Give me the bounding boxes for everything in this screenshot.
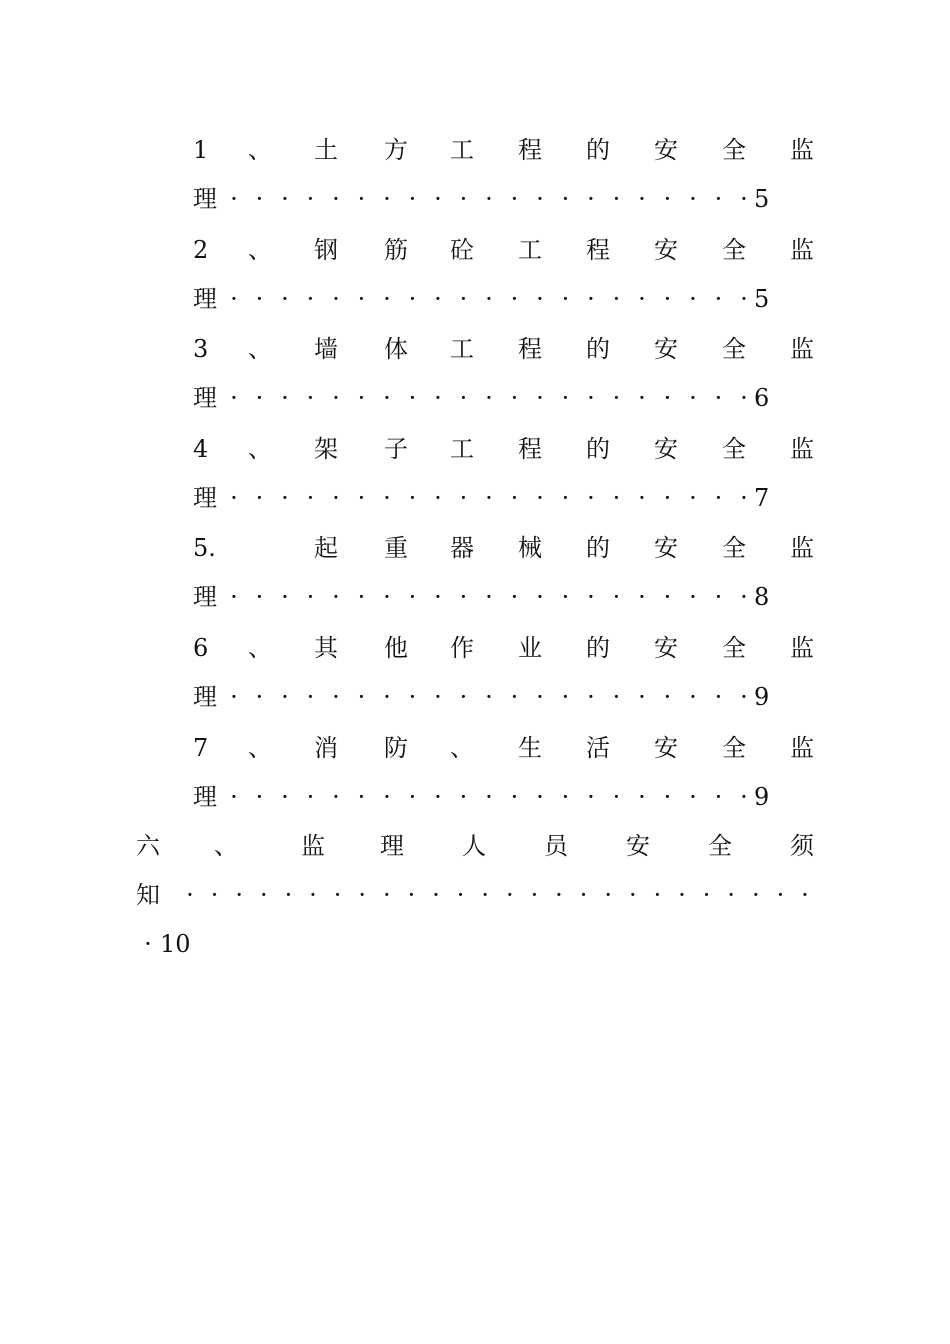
leader-dot: · <box>740 185 748 213</box>
leader-dot: · <box>612 583 621 612</box>
leader-dot: · <box>663 483 672 512</box>
entry-title-char: 监 <box>790 335 814 364</box>
leader-dot: · <box>740 683 748 711</box>
entry-title-char: 作 <box>450 634 474 662</box>
leader-dot: · <box>510 583 519 612</box>
leader-dot: · <box>510 782 519 811</box>
entry-title-tail: 理 <box>193 384 217 413</box>
entry-number: 7 <box>193 733 209 762</box>
entry-title-char: 工 <box>518 235 542 264</box>
leader-dot: · <box>628 881 637 909</box>
entry-title-char: 须 <box>790 832 814 860</box>
leader-dot: · <box>383 483 391 512</box>
entry-title-char: 砼 <box>450 235 474 264</box>
entry-number: 六 <box>136 832 160 860</box>
entry-title-char: 程 <box>586 235 610 264</box>
leader-dot: · <box>186 881 194 909</box>
leader-dot: · <box>638 483 646 512</box>
leader-dot: · <box>281 782 289 811</box>
leader-dot: · <box>740 384 748 413</box>
leader-dot: · <box>561 483 570 512</box>
leader-dot: · <box>612 683 621 711</box>
entry-title-char: 活 <box>586 733 610 762</box>
leader-dot: · <box>332 384 340 413</box>
leader-dot: · <box>408 782 417 811</box>
leader-dot: · <box>306 185 315 213</box>
entry-title-char: 的 <box>586 534 610 563</box>
leader-dot: · <box>587 384 595 413</box>
leader-dot: · <box>230 583 238 612</box>
leader-dot: · <box>235 881 244 909</box>
leader-dot: · <box>306 782 315 811</box>
leader-dot: · <box>561 384 570 413</box>
leader-dot: · <box>408 384 417 413</box>
leader-dot: · <box>357 483 366 512</box>
leader-dot: · <box>434 683 442 711</box>
leader-dot: · <box>740 583 748 612</box>
entry-separator: 、 <box>248 434 272 463</box>
leader-dot: · <box>510 284 519 313</box>
leader-dot: · <box>510 185 519 213</box>
leader-dot: · <box>714 483 723 512</box>
leader-dot: · <box>357 583 366 612</box>
toc-entry-6-line1 <box>0 628 950 668</box>
leader-dot: · <box>485 683 493 711</box>
leader-dot: · <box>383 683 391 711</box>
leader-dot: · <box>714 583 723 612</box>
entry-page-number: 6 <box>754 384 770 413</box>
entry-title-char: 土 <box>314 136 338 164</box>
entry-title-char: 筋 <box>384 235 408 264</box>
toc-entry-2-line2 <box>0 279 950 319</box>
toc-main-entry-line1 <box>0 826 950 866</box>
entry-separator: 、 <box>214 832 238 860</box>
leader-dot: · <box>332 185 340 213</box>
leader-dot: · <box>740 483 748 512</box>
leader-dot: · <box>485 583 493 612</box>
entry-title-char: 的 <box>586 136 610 164</box>
entry-title-tail: 理 <box>193 782 217 811</box>
leader-dot: · <box>663 284 672 313</box>
entry-title-char: 全 <box>722 335 746 364</box>
entry-separator: 、 <box>248 136 272 164</box>
leader-dot: · <box>638 683 646 711</box>
leader-dot: · <box>714 683 723 711</box>
entry-title-char: 安 <box>654 335 678 364</box>
leader-dot: · <box>561 185 570 213</box>
leader-dot: · <box>663 683 672 711</box>
toc-main-entry-line3 <box>0 924 950 964</box>
entry-number: 1 <box>193 136 209 164</box>
leader-dot: · <box>255 683 264 711</box>
entry-page-number: 5 <box>754 284 770 313</box>
leader-dot: · <box>332 683 340 711</box>
entry-title-char: 监 <box>790 634 814 662</box>
leader-dot: · <box>382 881 391 909</box>
entry-title-char: 监 <box>301 832 325 860</box>
entry-title-char: 体 <box>384 335 408 364</box>
leader-dot: · <box>434 483 442 512</box>
leader-dot: · <box>714 782 723 811</box>
leader-dot: · <box>432 881 440 909</box>
entry-title-char: 钢 <box>314 235 338 264</box>
entry-title-char: 器 <box>450 534 474 563</box>
entry-title-char: 防 <box>384 733 408 762</box>
entry-title-char: 理 <box>380 832 404 860</box>
leader-dot: · <box>259 881 268 909</box>
leader-dot: · <box>510 683 519 711</box>
leader-dot: · <box>801 881 809 909</box>
leader-dot: · <box>230 185 238 213</box>
leader-dot: · <box>638 782 646 811</box>
leader-dot: · <box>281 384 289 413</box>
entry-title-char: 全 <box>708 832 732 860</box>
leader-dot: · <box>689 483 697 512</box>
leader-dot: · <box>561 284 570 313</box>
entry-separator: 、 <box>248 733 272 762</box>
leader-dot: · <box>383 782 391 811</box>
entry-title-char: 业 <box>518 634 542 662</box>
leader-dot: · <box>530 881 539 909</box>
leader-dot: · <box>678 881 686 909</box>
leader-dot: · <box>689 683 697 711</box>
entry-page-number: 9 <box>754 782 770 811</box>
leader-dot: · <box>281 583 289 612</box>
leader-dot: · <box>230 683 238 711</box>
leader-dot: · <box>281 483 289 512</box>
leader-dot: · <box>561 583 570 612</box>
entry-title-tail: 理 <box>193 185 217 213</box>
leader-dot: · <box>536 483 544 512</box>
entry-title-char: 全 <box>722 733 746 762</box>
entry-page-number: 9 <box>754 683 770 711</box>
entry-title-char: 监 <box>790 136 814 164</box>
entry-title-char: 全 <box>722 534 746 563</box>
leader-dot: · <box>481 881 490 909</box>
entry-title-char: 生 <box>518 733 542 762</box>
entry-title-char: 全 <box>722 434 746 463</box>
leader-dot: · <box>485 185 493 213</box>
entry-title-char: 程 <box>518 434 542 463</box>
entry-separator: 、 <box>248 235 272 264</box>
entry-title-tail: 理 <box>193 583 217 612</box>
toc-entry-4-line1 <box>0 429 950 469</box>
toc-entry-3-line1 <box>0 329 950 369</box>
leader-dot: · <box>383 384 391 413</box>
entry-title-char: 工 <box>450 434 474 463</box>
entry-title-char: 全 <box>722 634 746 662</box>
leader-dot: · <box>407 881 416 909</box>
leader-dot: · <box>357 284 366 313</box>
entry-title-char: 的 <box>586 634 610 662</box>
leader-dot: · <box>309 881 317 909</box>
leader-dot: · <box>255 284 264 313</box>
leader-dot: · <box>230 782 238 811</box>
leader-dot: · <box>408 683 417 711</box>
leader-dot: · <box>230 284 238 313</box>
leader-dot: · <box>587 185 595 213</box>
entry-title-char: 方 <box>384 136 408 164</box>
leader-dot: · <box>612 284 621 313</box>
leader-dot: · <box>230 483 238 512</box>
leader-dot: · <box>357 683 366 711</box>
entry-title-char: 架 <box>314 434 338 463</box>
entry-title-char: 监 <box>790 733 814 762</box>
leader-dot: · <box>689 782 697 811</box>
leader-dot: · <box>281 683 289 711</box>
leader-dot: · <box>284 881 293 909</box>
toc-entry-6-line2 <box>0 677 950 717</box>
entry-title-char: 安 <box>654 235 678 264</box>
entry-title-char: 程 <box>518 335 542 364</box>
leader-dot: · <box>255 782 264 811</box>
leader-dot: · <box>689 284 697 313</box>
entry-title-char: 安 <box>654 534 678 563</box>
leader-dot: · <box>210 881 219 909</box>
leader-dot: · <box>281 284 289 313</box>
entry-title-char: 全 <box>722 235 746 264</box>
toc-entry-5-line2 <box>0 577 950 617</box>
entry-title-char: 人 <box>462 832 486 860</box>
leader-dot: · <box>740 782 748 811</box>
leader-dot: · <box>459 284 468 313</box>
leader-dot: · <box>357 384 366 413</box>
leader-dot: · <box>383 284 391 313</box>
leader-dot: · <box>663 782 672 811</box>
toc-entry-3-line2 <box>0 378 950 418</box>
toc-entry-7-line1 <box>0 728 950 768</box>
leader-dot: · <box>702 881 711 909</box>
entry-title-char: 工 <box>450 335 474 364</box>
leader-dot: · <box>555 881 563 909</box>
leader-dot: · <box>306 583 315 612</box>
entry-title-tail: 知 <box>136 881 160 909</box>
entry-page-number: 10 <box>160 930 191 958</box>
entry-title-char: 安 <box>654 434 678 463</box>
leader-dot: · <box>689 583 697 612</box>
toc-entry-5-line1 <box>0 528 950 568</box>
leader-dot: · <box>255 583 264 612</box>
leader-dot: · <box>561 683 570 711</box>
entry-number: 5. <box>193 534 216 563</box>
leader-dot: · <box>727 881 736 909</box>
leader-dot: · <box>434 384 442 413</box>
toc-main-entry-line2 <box>0 875 950 915</box>
leader-dot: · <box>638 185 646 213</box>
leader-dot: · <box>485 483 493 512</box>
leader-dot: · <box>485 384 493 413</box>
entry-title-char: 监 <box>790 434 814 463</box>
leader-dot: · <box>663 384 672 413</box>
leader-dot: · <box>689 185 697 213</box>
leader-dot: · <box>456 881 465 909</box>
leader-dot: · <box>255 384 264 413</box>
entry-number: 3 <box>193 335 209 364</box>
leader-dot: · <box>144 930 152 958</box>
entry-title-char: 员 <box>544 832 568 860</box>
entry-title-tail: 理 <box>193 483 217 512</box>
leader-dot: · <box>485 284 493 313</box>
entry-title-char: 安 <box>654 634 678 662</box>
leader-dot: · <box>536 782 544 811</box>
leader-dot: · <box>434 284 442 313</box>
entry-title-char: 、 <box>450 733 474 762</box>
entry-title-char: 他 <box>384 634 408 662</box>
leader-dot: · <box>434 782 442 811</box>
leader-dot: · <box>485 782 493 811</box>
entry-title-char: 消 <box>314 733 338 762</box>
leader-dot: · <box>408 583 417 612</box>
leader-dot: · <box>561 782 570 811</box>
leader-dot: · <box>383 185 391 213</box>
entry-number: 4 <box>193 434 209 463</box>
leader-dot: · <box>255 185 264 213</box>
leader-dot: · <box>638 284 646 313</box>
leader-dot: · <box>663 583 672 612</box>
leader-dot: · <box>505 881 514 909</box>
entry-number: 6 <box>193 634 209 662</box>
leader-dot: · <box>408 284 417 313</box>
entry-title-char: 程 <box>518 136 542 164</box>
toc-entry-1-line1 <box>0 130 950 170</box>
leader-dot: · <box>776 881 785 909</box>
leader-dot: · <box>714 185 723 213</box>
leader-dot: · <box>357 185 366 213</box>
leader-dot: · <box>281 185 289 213</box>
leader-dot: · <box>332 483 340 512</box>
leader-dot: · <box>434 583 442 612</box>
leader-dot: · <box>638 583 646 612</box>
leader-dot: · <box>230 384 238 413</box>
entry-title-char: 安 <box>654 733 678 762</box>
entry-title-char: 监 <box>790 534 814 563</box>
leader-dot: · <box>612 185 621 213</box>
leader-dot: · <box>459 782 468 811</box>
leader-dot: · <box>306 384 315 413</box>
leader-dot: · <box>332 583 340 612</box>
entry-separator: 、 <box>248 634 272 662</box>
leader-dot: · <box>587 284 595 313</box>
entry-title-char: 的 <box>586 434 610 463</box>
leader-dot: · <box>358 881 367 909</box>
leader-dot: · <box>587 782 595 811</box>
leader-dot: · <box>357 782 366 811</box>
leader-dot: · <box>408 185 417 213</box>
entry-title-char: 的 <box>586 335 610 364</box>
entry-title-char: 械 <box>518 534 542 563</box>
leader-dot: · <box>653 881 662 909</box>
entry-title-char: 安 <box>626 832 650 860</box>
entry-page-number: 7 <box>754 483 770 512</box>
entry-number: 2 <box>193 235 209 264</box>
entry-title-char: 重 <box>384 534 408 563</box>
leader-dot: · <box>612 384 621 413</box>
leader-dot: · <box>536 683 544 711</box>
leader-dot: · <box>306 284 315 313</box>
leader-dot: · <box>663 185 672 213</box>
leader-dot: · <box>689 384 697 413</box>
leader-dot: · <box>459 185 468 213</box>
leader-dot: · <box>306 483 315 512</box>
leader-dot: · <box>587 583 595 612</box>
leader-dot: · <box>459 683 468 711</box>
entry-title-char: 监 <box>790 235 814 264</box>
leader-dot: · <box>714 384 723 413</box>
leader-dot: · <box>612 782 621 811</box>
leader-dot: · <box>333 881 342 909</box>
leader-dot: · <box>536 185 544 213</box>
leader-dot: · <box>536 284 544 313</box>
entry-title-char: 工 <box>450 136 474 164</box>
leader-dot: · <box>714 284 723 313</box>
entry-page-number: 8 <box>754 583 770 612</box>
leader-dot: · <box>408 483 417 512</box>
leader-dot: · <box>255 483 264 512</box>
entry-title-char: 其 <box>314 634 338 662</box>
leader-dot: · <box>434 185 442 213</box>
leader-dot: · <box>459 384 468 413</box>
leader-dot: · <box>604 881 613 909</box>
leader-dot: · <box>579 881 588 909</box>
entry-title-char: 全 <box>722 136 746 164</box>
leader-dot: · <box>383 583 391 612</box>
leader-dot: · <box>306 683 315 711</box>
leader-dot: · <box>587 683 595 711</box>
toc-entry-4-line2 <box>0 478 950 518</box>
entry-title-char: 起 <box>314 534 338 563</box>
toc-entry-2-line1 <box>0 230 950 270</box>
leader-dot: · <box>510 483 519 512</box>
leader-dot: · <box>459 483 468 512</box>
entry-title-char: 墙 <box>314 335 338 364</box>
entry-title-char: 子 <box>384 434 408 463</box>
entry-separator: 、 <box>248 335 272 364</box>
entry-title-tail: 理 <box>193 683 217 711</box>
leader-dot: · <box>740 284 748 313</box>
toc-entry-7-line2 <box>0 777 950 817</box>
leader-dot: · <box>612 483 621 512</box>
leader-dot: · <box>332 782 340 811</box>
leader-dot: · <box>459 583 468 612</box>
entry-page-number: 5 <box>754 185 770 213</box>
leader-dot: · <box>751 881 760 909</box>
leader-dot: · <box>638 384 646 413</box>
leader-dot: · <box>510 384 519 413</box>
entry-title-char: 安 <box>654 136 678 164</box>
toc-entry-1-line2 <box>0 179 950 219</box>
leader-dot: · <box>587 483 595 512</box>
leader-dot: · <box>536 583 544 612</box>
leader-dot: · <box>332 284 340 313</box>
leader-dot: · <box>536 384 544 413</box>
entry-title-tail: 理 <box>193 284 217 313</box>
